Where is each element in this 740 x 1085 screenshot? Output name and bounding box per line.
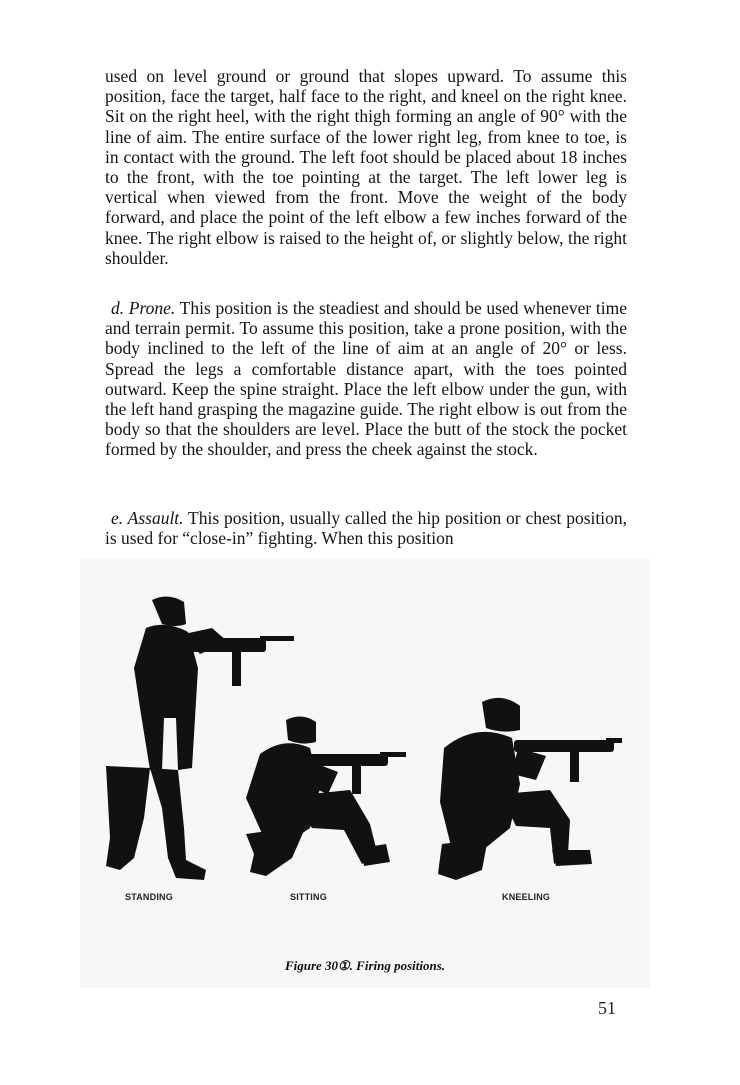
figure-label-kneeling: KNEELING [502,892,551,902]
sitting-soldier-silhouette [246,716,406,876]
firing-positions-illustration [80,558,650,988]
paragraph-kneeling-continued [105,66,627,268]
paragraph-lead: e. Assault. [111,508,184,528]
figure-label-standing: STANDING [125,892,173,902]
page-number: 51 [598,998,616,1018]
paragraph-text: This position is the steadiest and should be used whenever time and terrain permit. To assume this position, take a prone position, with the body inclined to the left of the line of aim at an angle of 20° or less. Spread the legs a comfortable distance apart, with the toes pointed outward. Keep the spine straight. Place the left elbow under the gun, with the left hand grasping the magazine guide. The right elbow is out from the body so that the shoulders are level. Place the butt of the stock the pocket formed by the shoulder, and press the cheek against the stock. [105,298,627,460]
firing-positions-figure [80,558,650,988]
paragraph-assault [105,508,627,548]
paragraph-prone [105,298,627,460]
paragraph-lead: d. Prone. [111,298,176,318]
kneeling-soldier-silhouette [438,698,622,880]
paragraph-text: used on level ground or ground that slopes upward. To assume this position, face the target, half face to the right, and kneel on the right knee. Sit on the right heel, with the right thigh forming an angle of 90° with the line of aim. The entire surface of the lower right leg, from knee to toe, is in contact with the ground. The left foot should be placed about 18 inches to the front, with the toe pointing at the target. The left lower leg is vertical when viewed from the front. Move the weight of the body forward, and place the point of the left elbow a few inches forward of the knee. The right elbow is raised to the height of, or slightly below, the right shoulder. [105,66,627,268]
paragraph-text: This position, usually called the hip position or chest position, is used for “close-in” fighting. When this position [105,508,627,549]
figure-caption: Figure 30①. Firing positions. [284,958,446,973]
figure-label-sitting: SITTING [290,892,327,902]
